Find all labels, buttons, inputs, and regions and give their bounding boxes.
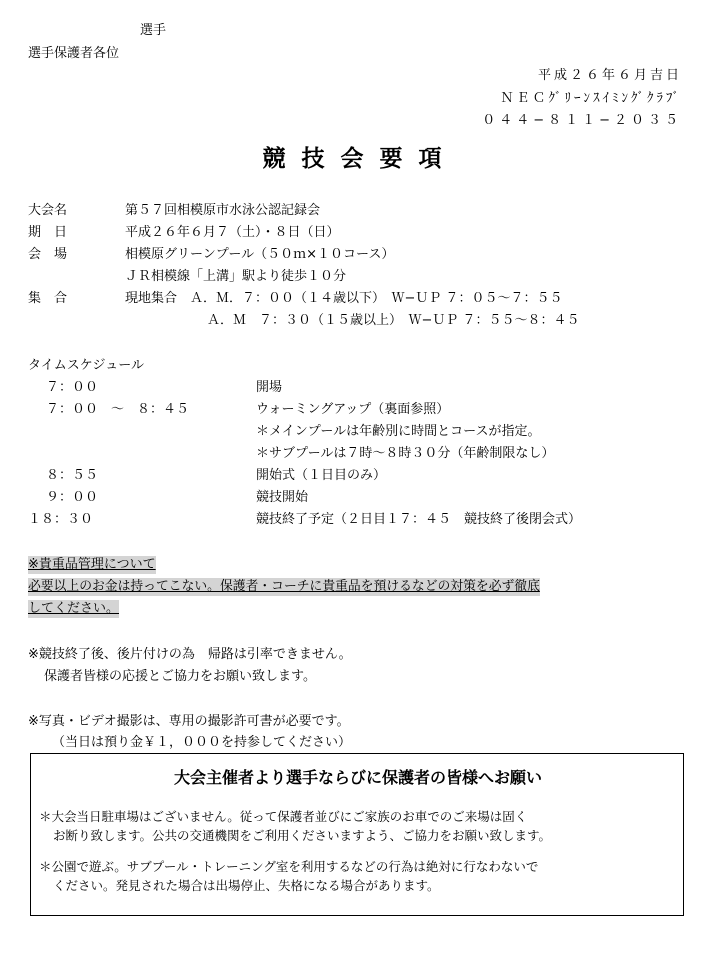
recipient-athletes: 選手 <box>140 23 167 38</box>
meet-value: 第５７回相模原市水泳公認記録会 <box>125 203 321 218</box>
request-box <box>30 753 684 916</box>
schedule-time: ７：００ <box>46 380 99 395</box>
schedule-note: ＊サブプールは７時〜８時３０分（年齢制限なし） <box>256 446 555 461</box>
page-title: 競技会要項 <box>262 146 458 172</box>
date-value: 平成２６年６月７（土）・８日（日） <box>125 225 340 240</box>
departure-note: ※競技終了後、後片付けの為 帰路は引率できません。 <box>28 647 352 662</box>
valuables-line-1: 必要以上のお金は持ってこない。保護者・コーチに貴重品を預けるなどの対策を必ず徹底 <box>28 579 540 594</box>
departure-note-2: 保護者皆様の応援とご協力をお願い致します。 <box>44 669 316 684</box>
photo-note-2: （当日は預り金￥１，０００を持参してください） <box>52 735 352 750</box>
venue-access: ＪＲ相模線「上溝」駅より徒歩１０分 <box>125 269 347 284</box>
schedule-time: ９：００ <box>46 490 99 505</box>
request-item-conduct-2: ください。発見された場合は出場停止、失格になる場合があります。 <box>53 878 440 893</box>
gather-value-junior: 現地集合 Ａ．Ｍ．７：００（１４歳以下） Ｗ−ＵＰ ７：０５〜７：５５ <box>125 291 563 306</box>
valuables-heading: ※貴重品管理について <box>28 557 156 572</box>
valuables-line-2: してください。 <box>28 601 120 616</box>
schedule-event: 開始式（１日目のみ） <box>256 468 387 483</box>
request-box-title: 大会主催者より選手ならびに保護者の皆様へお願い <box>173 768 542 787</box>
gather-value-senior: Ａ．Ｍ ７：３０（１５歳以上） Ｗ−ＵＰ ７：５５〜８：４５ <box>207 313 580 328</box>
schedule-event: ウォーミングアップ（裏面参照） <box>256 402 450 417</box>
schedule-time: １８：３０ <box>28 512 94 527</box>
schedule-event: 競技終了予定（２日目１７：４５ 競技終了後閉会式） <box>256 512 582 527</box>
schedule-event: 競技開始 <box>256 490 309 505</box>
date-label: 期 日 <box>28 225 68 240</box>
schedule-heading: タイムスケジュール <box>28 358 144 373</box>
schedule-event: 開場 <box>256 380 283 395</box>
club-name: ＮＥＣｸﾞﾘｰﾝｽｲﾐﾝｸﾞｸﾗﾌﾞ <box>500 91 682 106</box>
gather-label: 集 合 <box>28 291 68 306</box>
request-item-parking-2: お断り致します。公共の交通機関をご利用くださいますよう、ご協力をお願い致します。 <box>53 828 552 843</box>
club-phone: ０４４−８１１−２０３５ <box>482 113 682 128</box>
request-item-conduct: ＊公園で遊ぶ。サブプール・トレーニング室を利用するなどの行為は絶対に行なわないで <box>39 859 539 874</box>
schedule-time: ７：００ 〜 ８：４５ <box>46 402 190 417</box>
meet-label: 大会名 <box>28 203 68 218</box>
recipient-guardians: 選手保護者各位 <box>28 46 120 61</box>
photo-note: ※写真・ビデオ撮影は、専用の撮影許可書が必要です。 <box>28 714 350 729</box>
issue-date: 平成２６年６月吉日 <box>537 68 682 83</box>
schedule-note: ＊メインプールは年齢別に時間とコースが指定。 <box>256 424 541 439</box>
venue-label: 会 場 <box>28 247 68 262</box>
request-item-parking: ＊大会当日駐車場はございません。従って保護者並びにご家族のお車でのご来場は固く <box>39 809 528 824</box>
venue-value: 相模原グリーンプール（５０ｍ×１０コース） <box>125 247 395 262</box>
schedule-time: ８：５５ <box>46 468 99 483</box>
